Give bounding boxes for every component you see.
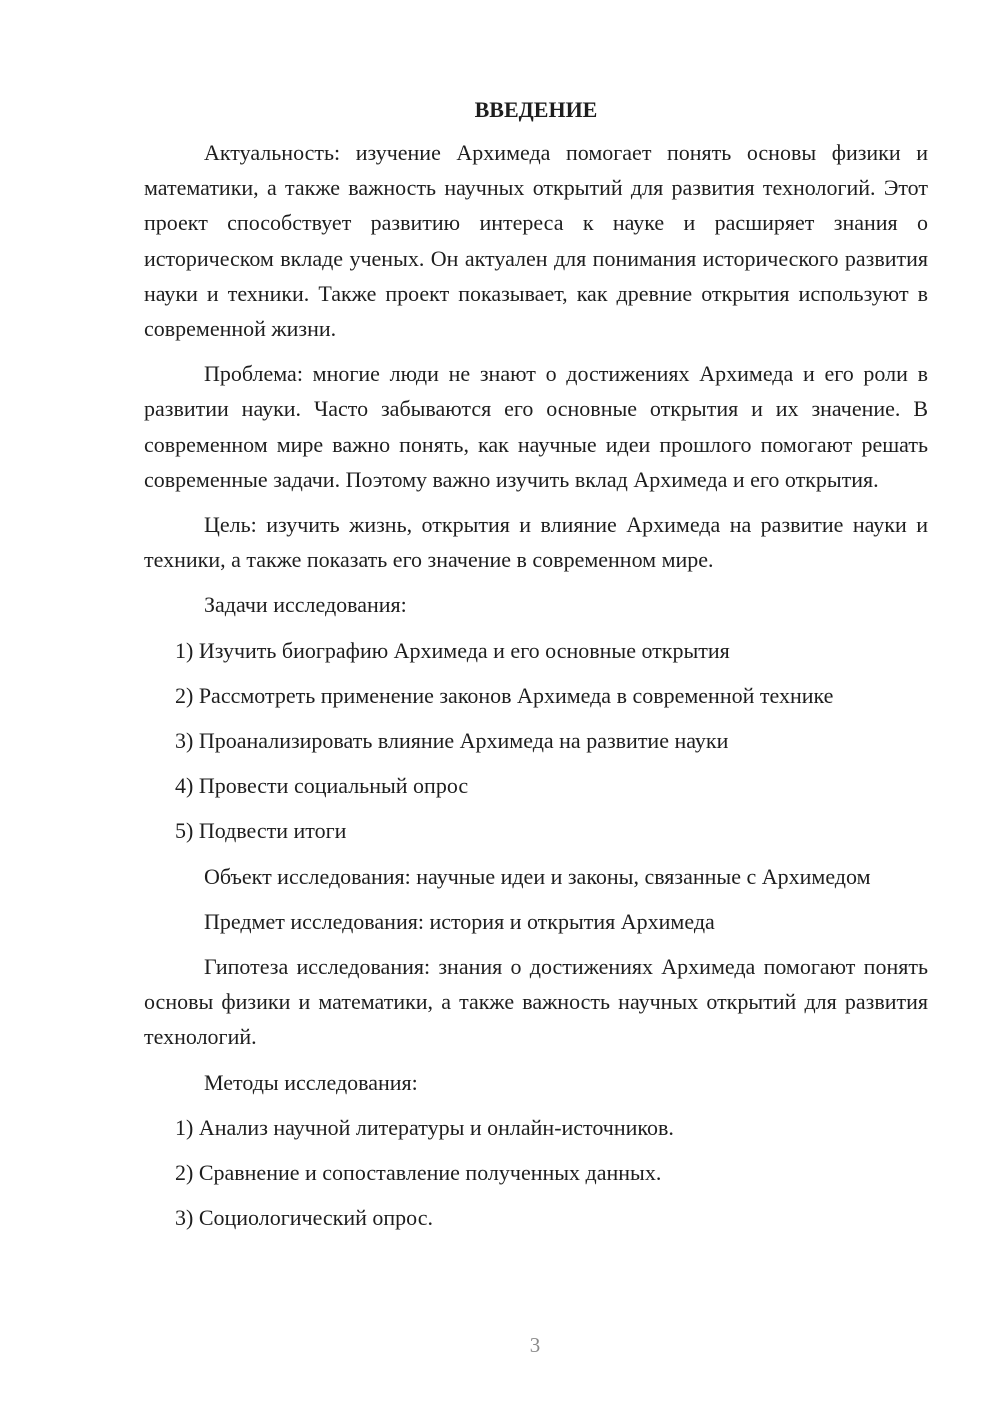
task-item: 5) Подвести итоги (175, 818, 347, 844)
tasks-title: Задачи исследования: (204, 592, 407, 618)
section-heading: ВВЕДЕНИЕ (474, 97, 598, 122)
method-item: 3) Социологический опрос. (175, 1205, 433, 1231)
hypothesis-paragraph: Гипотеза исследования: знания о достижениях Архимеда помогают понять основы физики и математики, а также важность научных открытий для развития технологий. (144, 954, 928, 1050)
task-item: 2) Рассмотреть применение законов Архимеда в современной технике (175, 682, 834, 708)
page-number: 3 (529, 1333, 541, 1357)
method-item: 1) Анализ научной литературы и онлайн-источников. (175, 1114, 674, 1140)
subject-paragraph: Предмет исследования: история и открытия Архимеда (204, 908, 715, 934)
object-paragraph: Объект исследования: научные идеи и законы, связанные с Архимедом (204, 863, 871, 889)
methods-title: Методы исследования: (204, 1069, 418, 1095)
task-item: 4) Провести социальный опрос (175, 773, 469, 799)
method-item: 2) Сравнение и сопоставление полученных данных. (175, 1160, 662, 1186)
page-content (144, 94, 928, 1245)
relevance-paragraph: Актуальность: изучение Архимеда помогает понять основы физики и математики, а также важность научных открытий для развития технологий. Этот проект способствует развитию интереса к науке и расширяет знания о историческом вкладе ученых. Он актуален для понимания исторического развития науки и техники. Также проект показывает, как древние открытия используют в современной жизни. (144, 140, 928, 342)
problem-paragraph: Проблема: многие люди не знают о достижениях Архимеда и его роли в развитии науки. Часто забываются его основные открытия и их значение. В современном мире важно понять, как научные идеи прошлого помогают решать современные задачи. Поэтому важно изучить вклад Архимеда и его открытия. (144, 361, 928, 492)
goal-paragraph: Цель: изучить жизнь, открытия и влияние Архимеда на развитие науки и техники, а также показать его значение в современном мире. (144, 512, 928, 573)
task-item: 3) Проанализировать влияние Архимеда на развитие науки (175, 728, 729, 754)
task-item: 1) Изучить биографию Архимеда и его основные открытия (175, 637, 730, 663)
